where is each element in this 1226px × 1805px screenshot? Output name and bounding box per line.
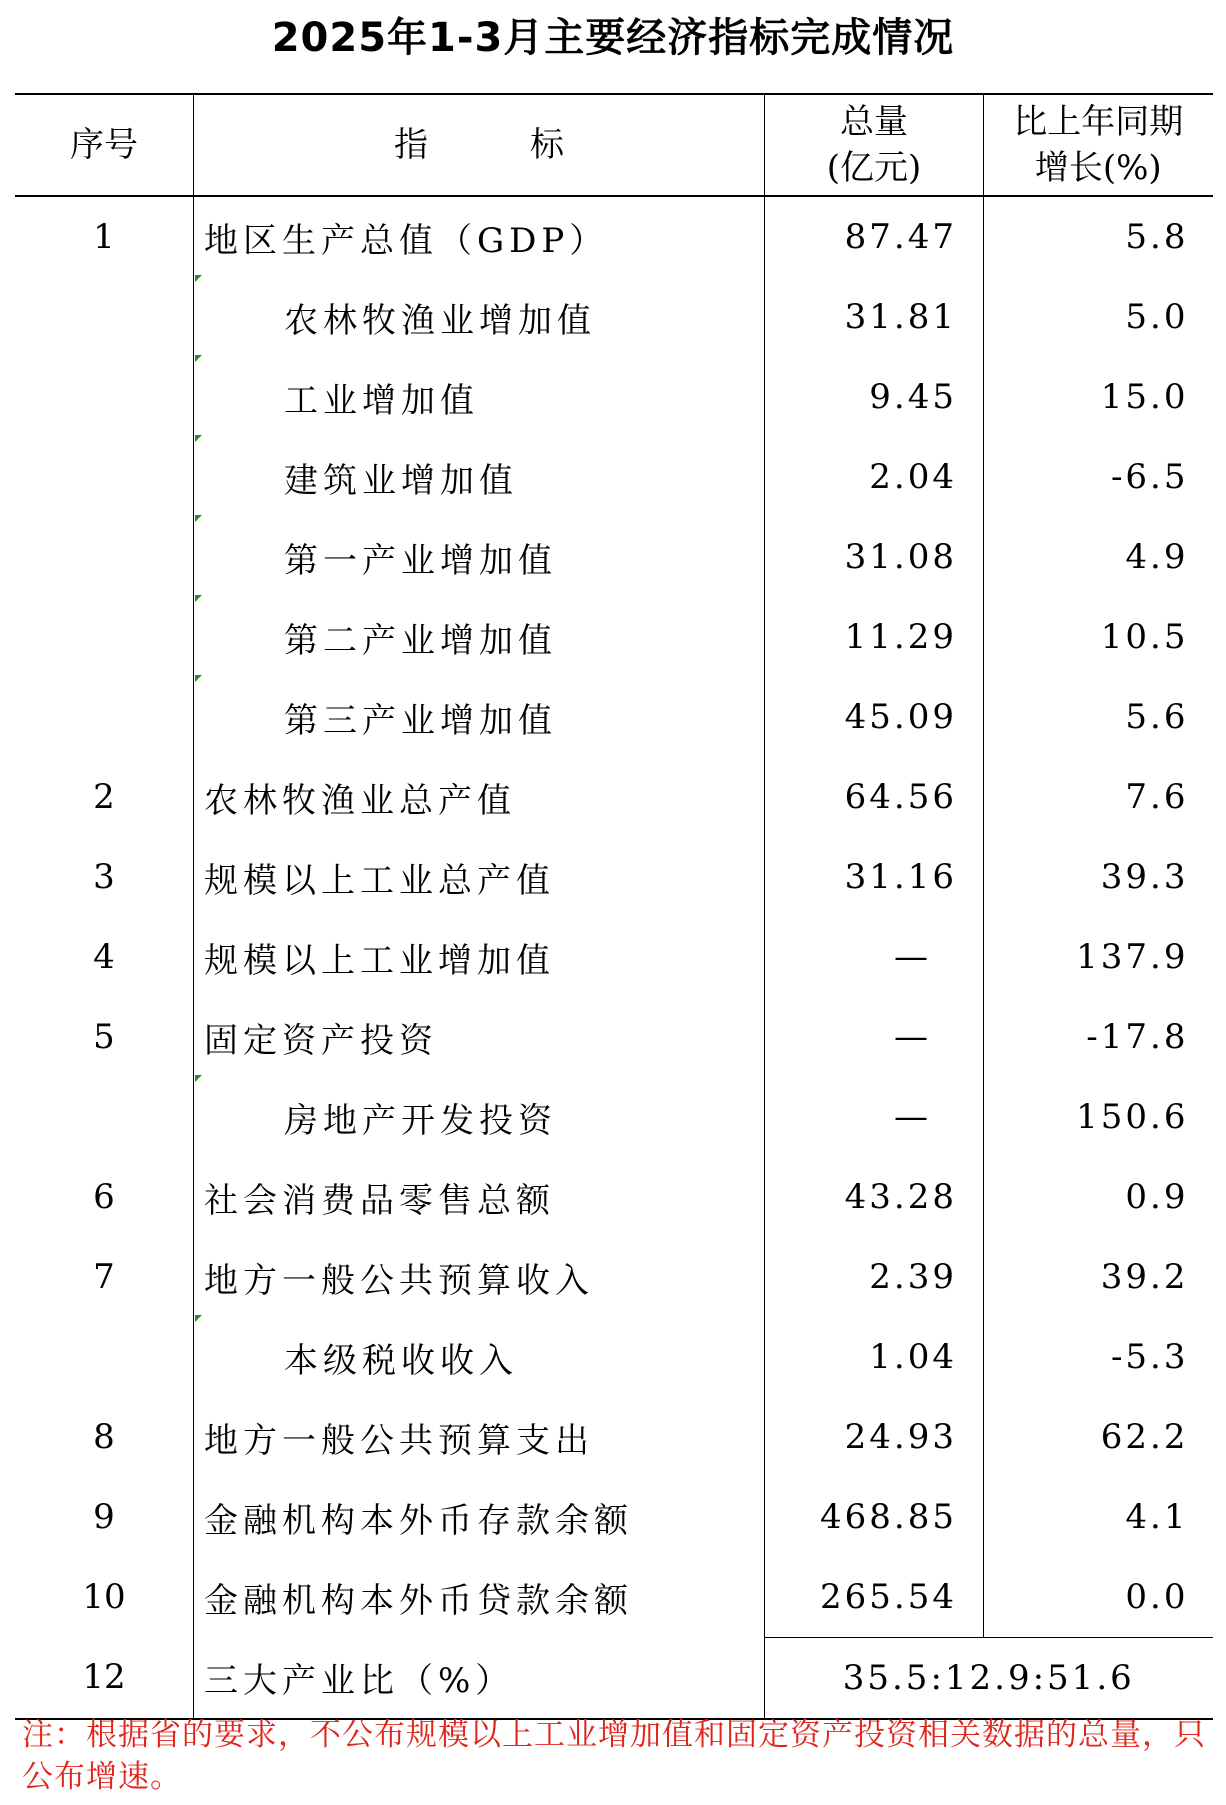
row-total-value: 11.29 bbox=[765, 597, 984, 677]
ratio-row-name-text: 三大产业比（%） bbox=[204, 1660, 515, 1701]
row-total-value: 1.04 bbox=[765, 1317, 984, 1397]
row-indicator-name: 金融机构本外币存款余额 bbox=[204, 1500, 633, 1541]
cell-marker-icon bbox=[195, 1075, 202, 1082]
row-growth-value: 5.8 bbox=[1125, 217, 1189, 257]
cell-marker-icon bbox=[195, 595, 202, 602]
row-total-value: — bbox=[765, 997, 984, 1077]
ratio-row bbox=[15, 1637, 1213, 1719]
row-total-value: 24.93 bbox=[765, 1397, 984, 1477]
row-growth-value: 0.9 bbox=[1125, 1177, 1189, 1217]
row-indicator-name: 建筑业增加值 bbox=[284, 460, 518, 501]
row-growth-value: 4.1 bbox=[1125, 1497, 1189, 1537]
table-row bbox=[15, 1237, 1213, 1317]
cell-marker-icon bbox=[195, 1315, 202, 1322]
row-growth-value: 150.6 bbox=[1076, 1097, 1189, 1137]
page-title: 2025年1-3月主要经济指标完成情况 bbox=[271, 15, 955, 61]
table-row bbox=[15, 357, 1213, 437]
row-growth-value: -5.3 bbox=[1110, 1337, 1189, 1377]
row-index: 6 bbox=[15, 1157, 194, 1237]
table-body bbox=[15, 196, 1213, 1637]
row-index bbox=[15, 1317, 194, 1397]
row-total-value: 64.56 bbox=[765, 757, 984, 837]
row-indicator-cell bbox=[194, 1077, 765, 1157]
table-header-row bbox=[15, 94, 1213, 196]
row-growth-value: 137.9 bbox=[1076, 937, 1189, 977]
row-growth-value: -17.8 bbox=[1086, 1017, 1189, 1057]
cell-marker-icon bbox=[195, 435, 202, 442]
table-row bbox=[15, 677, 1213, 757]
row-index bbox=[15, 597, 194, 677]
row-indicator-cell bbox=[194, 997, 765, 1077]
row-indicator-name: 规模以上工业总产值 bbox=[204, 860, 555, 901]
row-indicator-cell bbox=[194, 757, 765, 837]
row-indicator-cell bbox=[194, 437, 765, 517]
row-index: 4 bbox=[15, 917, 194, 997]
row-growth-value: 5.0 bbox=[1125, 297, 1189, 337]
row-indicator-cell bbox=[194, 1557, 765, 1637]
header-indicator: 指 标 bbox=[194, 94, 765, 196]
row-growth-value: 10.5 bbox=[1100, 617, 1189, 657]
table-row bbox=[15, 517, 1213, 597]
header-index: 序号 bbox=[15, 94, 194, 196]
row-index: 3 bbox=[15, 837, 194, 917]
row-total-value: 9.45 bbox=[765, 357, 984, 437]
row-indicator-cell bbox=[194, 517, 765, 597]
table-row bbox=[15, 1157, 1213, 1237]
row-indicator-name: 农林牧渔业总产值 bbox=[204, 780, 516, 821]
row-indicator-name: 农林牧渔业增加值 bbox=[284, 300, 596, 341]
row-index bbox=[15, 517, 194, 597]
row-index bbox=[15, 277, 194, 357]
row-total-value: 31.16 bbox=[765, 837, 984, 917]
ratio-row-name bbox=[194, 1637, 765, 1719]
row-total-value: — bbox=[765, 917, 984, 997]
row-index: 2 bbox=[15, 757, 194, 837]
table-row bbox=[15, 1317, 1213, 1397]
header-growth bbox=[984, 94, 1213, 196]
row-total-value: — bbox=[765, 1077, 984, 1157]
row-total-value: 31.81 bbox=[765, 277, 984, 357]
row-indicator-name: 本级税收收入 bbox=[284, 1340, 518, 1381]
cell-marker-icon bbox=[195, 355, 202, 362]
row-growth-value: -6.5 bbox=[1110, 457, 1189, 497]
row-index: 10 bbox=[15, 1557, 194, 1637]
row-index bbox=[15, 357, 194, 437]
row-indicator-name: 地区生产总值（GDP） bbox=[204, 220, 609, 261]
row-growth-value: 7.6 bbox=[1125, 777, 1189, 817]
row-growth-value: 39.3 bbox=[1100, 857, 1189, 897]
table-row bbox=[15, 997, 1213, 1077]
row-index bbox=[15, 437, 194, 517]
row-growth-value: 15.0 bbox=[1100, 377, 1189, 417]
row-total-value: 87.47 bbox=[765, 196, 984, 277]
row-total-value: 31.08 bbox=[765, 517, 984, 597]
cell-marker-icon bbox=[195, 675, 202, 682]
row-growth-value: 0.0 bbox=[1125, 1576, 1189, 1617]
row-index: 7 bbox=[15, 1237, 194, 1317]
row-indicator-name: 地方一般公共预算收入 bbox=[204, 1260, 594, 1301]
row-index: 1 bbox=[15, 196, 194, 277]
table-row bbox=[15, 757, 1213, 837]
row-indicator-name: 房地产开发投资 bbox=[284, 1100, 557, 1141]
row-indicator-name: 第二产业增加值 bbox=[284, 620, 557, 661]
row-indicator-cell bbox=[194, 1317, 765, 1397]
row-total-value: 468.85 bbox=[765, 1477, 984, 1557]
row-index: 8 bbox=[15, 1397, 194, 1477]
footnote: 注：根据省的要求，不公布规模以上工业增加值和固定资产投资相关数据的总量，只公布增速。 bbox=[22, 1717, 1206, 1795]
table-row bbox=[15, 1397, 1213, 1477]
ratio-row-index: 12 bbox=[15, 1637, 194, 1719]
table-row bbox=[15, 1077, 1213, 1157]
row-indicator-cell bbox=[194, 1157, 765, 1237]
row-growth-value: 5.6 bbox=[1125, 697, 1189, 737]
row-indicator-cell bbox=[194, 357, 765, 437]
table-row bbox=[15, 837, 1213, 917]
row-index: 5 bbox=[15, 997, 194, 1077]
table-row bbox=[15, 1557, 1213, 1637]
row-growth-value: 4.9 bbox=[1125, 537, 1189, 577]
row-growth-value: 62.2 bbox=[1100, 1417, 1189, 1457]
table-row bbox=[15, 597, 1213, 677]
header-line: 总量 bbox=[840, 102, 908, 142]
table-row bbox=[15, 437, 1213, 517]
row-indicator-cell bbox=[194, 1397, 765, 1477]
row-indicator-name: 金融机构本外币贷款余额 bbox=[204, 1580, 633, 1621]
row-indicator-cell bbox=[194, 677, 765, 757]
row-indicator-name: 第三产业增加值 bbox=[284, 700, 557, 741]
row-indicator-name: 工业增加值 bbox=[284, 380, 479, 421]
row-indicator-name: 规模以上工业增加值 bbox=[204, 940, 555, 981]
row-indicator-name: 地方一般公共预算支出 bbox=[204, 1420, 594, 1461]
indicator-table-container bbox=[15, 93, 1211, 1710]
indicator-table bbox=[15, 93, 1213, 1720]
cell-marker-icon bbox=[195, 275, 202, 282]
header-line: 比上年同期 bbox=[1013, 102, 1184, 142]
row-indicator-cell bbox=[194, 1477, 765, 1557]
row-indicator-cell bbox=[194, 196, 765, 277]
row-indicator-cell bbox=[194, 597, 765, 677]
header-line: 增长(%) bbox=[1034, 148, 1162, 188]
row-total-value: 265.54 bbox=[765, 1557, 984, 1637]
ratio-row-value: 35.5:12.9:51.6 bbox=[765, 1637, 1213, 1719]
table-row bbox=[15, 277, 1213, 357]
row-indicator-name: 第一产业增加值 bbox=[284, 540, 557, 581]
row-indicator-name: 固定资产投资 bbox=[204, 1020, 438, 1061]
header-total bbox=[765, 94, 984, 196]
row-indicator-cell bbox=[194, 277, 765, 357]
row-indicator-cell bbox=[194, 837, 765, 917]
table-row bbox=[15, 917, 1213, 997]
row-indicator-name: 社会消费品零售总额 bbox=[204, 1180, 555, 1221]
table-row bbox=[15, 1477, 1213, 1557]
row-indicator-cell bbox=[194, 917, 765, 997]
row-total-value: 2.04 bbox=[765, 437, 984, 517]
row-index: 9 bbox=[15, 1477, 194, 1557]
row-total-value: 45.09 bbox=[765, 677, 984, 757]
table-row bbox=[15, 196, 1213, 277]
row-indicator-cell bbox=[194, 1237, 765, 1317]
header-line: (亿元) bbox=[826, 148, 922, 188]
row-growth-value: 39.2 bbox=[1100, 1257, 1189, 1297]
row-total-value: 2.39 bbox=[765, 1237, 984, 1317]
row-index bbox=[15, 1077, 194, 1157]
cell-marker-icon bbox=[195, 515, 202, 522]
row-index bbox=[15, 677, 194, 757]
row-total-value: 43.28 bbox=[765, 1157, 984, 1237]
